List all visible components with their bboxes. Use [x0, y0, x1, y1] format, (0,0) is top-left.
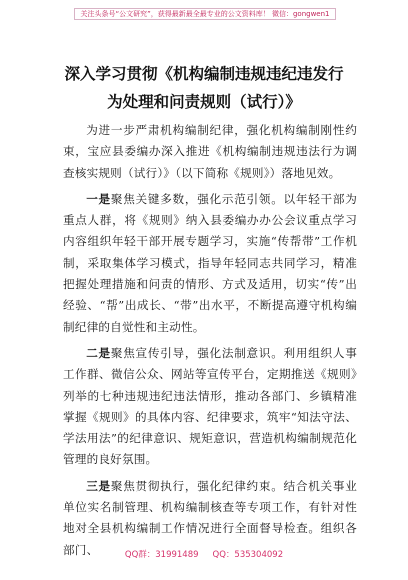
- section-text: 聚焦宣传引导，强化法制意识。利用组织人事工作群、微信公众、网站等宣传平台，定期推送《规则》列举的七种违规违纪违法情形，推动各部门、乡镇精准掌握《规则》的具体内容、纪律要求，筑牢“知法守法、学法用法”的纪律意识、规矩意识，营造机构编制规范化管理的良好氛围。: [63, 345, 357, 467]
- document-title-line-1: 深入学习贯彻《机构编制违规违纪违发行: [64, 65, 344, 83]
- section-paragraph-1: [63, 189, 357, 338]
- section-text: 聚焦贯彻执行，强化纪律约束。结合机关事业单位实名制管理、机构编制核查等专项工作，有针对性地对全县机构编制工作情况进行全面督导检查。组织各部门、: [63, 478, 357, 557]
- section-paragraph-2: [63, 343, 357, 471]
- footer-qq: QQ：535304092: [212, 550, 284, 560]
- section-lead: 二是: [86, 345, 111, 360]
- document-title-line-2: 为处理和问责规则（试行）》: [107, 93, 301, 111]
- footer-qq-group: QQ群：31991489: [124, 550, 199, 560]
- section-lead: 一是: [86, 191, 111, 206]
- section-lead: 三是: [86, 478, 111, 493]
- header-banner: 关注头条号“公文研究”，获得最新最全最专业的公文资料库！ 微信：gongwen1: [74, 8, 336, 20]
- section-text: 聚焦关键多数，强化示范引领。以年轻干部为重点人群，将《规则》纳入县委编办办公会议重点学习内容组织年轻干部开展专题学习，实施“传帮带”工作机制，采取集体学习模式，指导年轻同志共同学习，精准把握处理措施和问责的情形、方式及适用，切实“传”出经验、“帮”出成长、“带”出水平，不断提高遵守机构编制纪律的自觉性和主动性。: [63, 191, 357, 334]
- intro-paragraph: 为进一步严肃机构编制纪律，强化机构编制刚性约束，宝应县委编办深入推进《机构编制违规违法行为调查核实规则（试行）》（以下简称《规则》）落地见效。: [63, 123, 357, 180]
- document-body: [63, 120, 357, 561]
- footer-contact: [0, 548, 408, 560]
